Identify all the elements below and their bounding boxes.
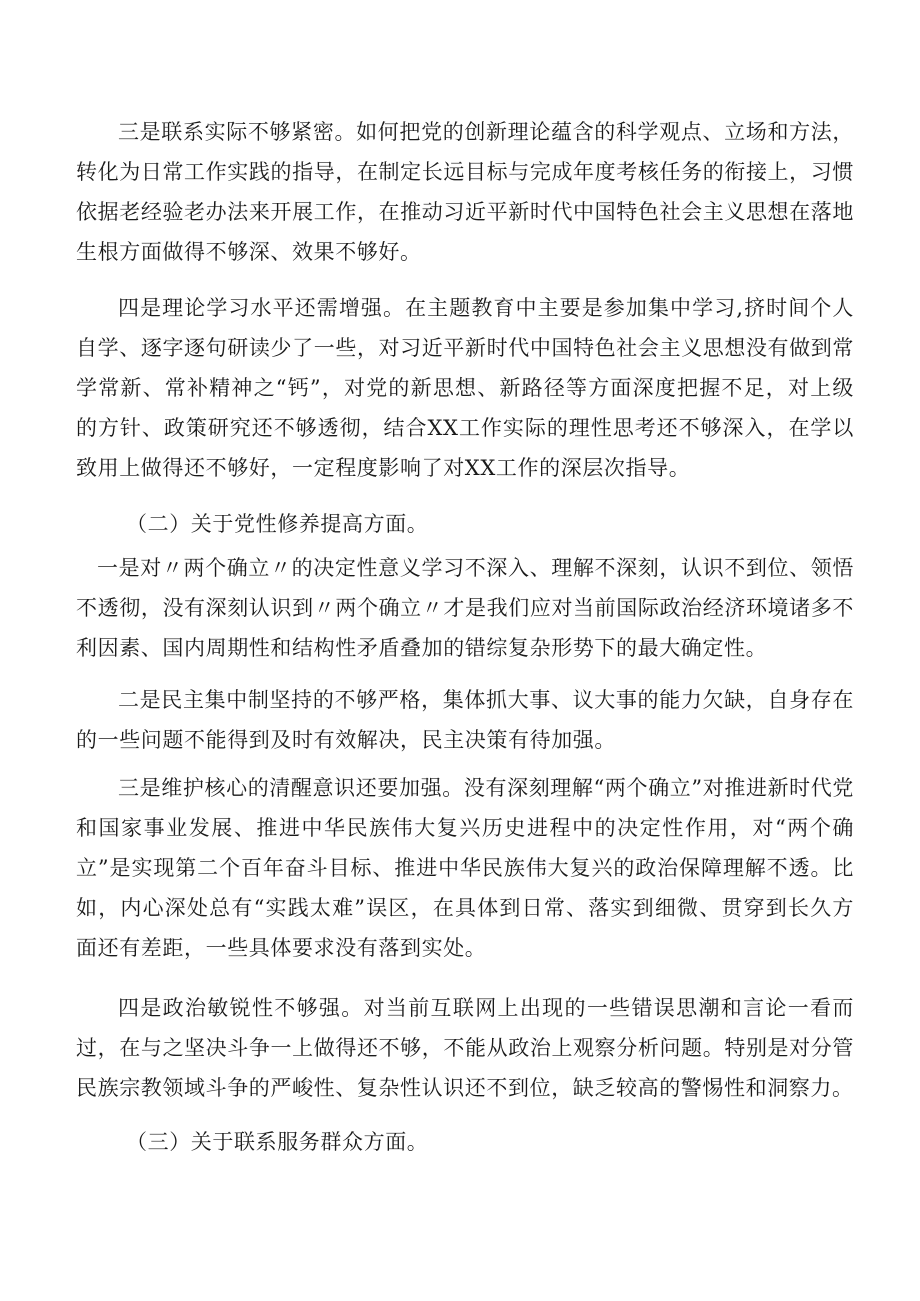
paragraph-two-establishments: 一是对〃两个确立〃的决定性意义学习不深入、理解不深刻，认识不到位、领悟不透彻，没有深刻认识到〃两个确立〃才是我们应对当前国际政治经济环境诸多不利因素、国内周期性和结构性矛盾叠加的错综复杂形势下的最大确定性。: [76, 556, 854, 660]
paragraph-theory-study: 四是理论学习水平还需增强。在主题教育中主要是参加集中学习,挤时间个人自学、逐字逐句研读少了一些，对习近平新时代中国特色社会主义思想没有做到常学常新、常补精神之“钙”，对党的新思想、新路径等方面深度把握不足，对上级的方针、政策研究还不够透彻，结合XX工作实际的理性思考还不够深入，在学以致用上做得还不够好，一定程度影响了对XX工作的深层次指导。: [76, 296, 854, 480]
section-heading-party-spirit: （二）关于党性修养提高方面。: [126, 512, 429, 536]
paragraph-political-sensitivity: 四是政治敏锐性不够强。对当前互联网上出现的一些错误思潮和言论一看而过，在与之坚决斗争一上做得还不够，不能从政治上观察分析问题。特别是对分管民族宗教领域斗争的严峻性、复杂性认识还不到位，缺乏较高的警惕性和洞察力。: [76, 996, 854, 1100]
paragraph-democratic-centralism: 二是民主集中制坚持的不够严格，集体抓大事、议大事的能力欠缺，自身存在的一些问题不能得到及时有效解决，民主决策有待加强。: [76, 688, 854, 752]
section-heading-serving-masses: （三）关于联系服务群众方面。: [126, 1130, 429, 1154]
paragraph-core-awareness: 三是维护核心的清醒意识还要加强。没有深刻理解“两个确立”对推进新时代党和国家事业发展、推进中华民族伟大复兴历史进程中的决定性作用，对“两个确立”是实现第二个百年奋斗目标、推进中华民族伟大复兴的政治保障理解不透。比如，内心深处总有“实践太难”误区，在具体到日常、落实到细微、贯穿到长久方面还有差距，一些具体要求没有落到实处。: [76, 776, 854, 960]
paragraph-practice-connection: 三是联系实际不够紧密。如何把党的创新理论蕴含的科学观点、立场和方法，转化为日常工作实践的指导，在制定长远目标与完成年度考核任务的衔接上，习惯依据老经验老办法来开展工作，在推动习近平新时代中国特色社会主义思想在落地生根方面做得不够深、效果不够好。: [76, 120, 854, 264]
